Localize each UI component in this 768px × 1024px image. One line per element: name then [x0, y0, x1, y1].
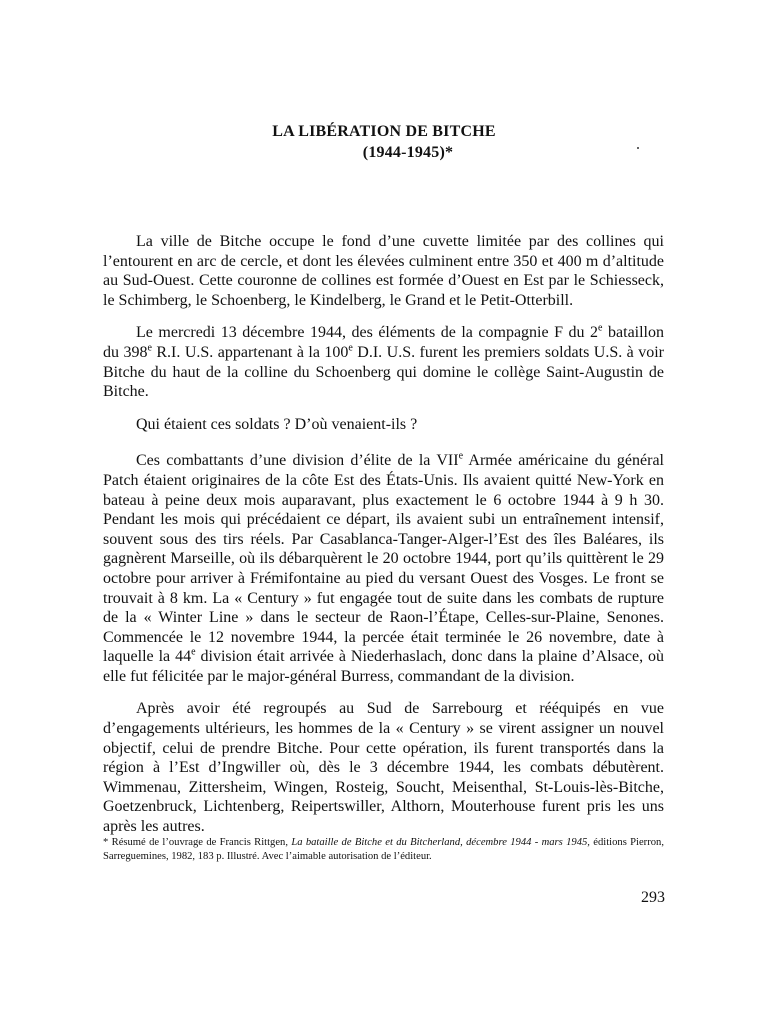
page-number: 293 — [641, 889, 665, 906]
paragraph-2: Le mercredi 13 décembre 1944, des éléments de la compagnie F du 2e bataillon du 398e R.I. U.S. appartenant à la 100e D.I. U.S. furent les premiers soldats U.S. à voir Bitche du haut de la colline du Schoenberg qui domine le collège Saint-Augustin de Bitche. — [103, 323, 665, 401]
paragraph-5: Après avoir été regroupés au Sud de Sarrebourg et rééquipés en vue d’engagements ultérieurs, les hommes de la « Century » se virent assigner un nouvel objectif, celui de prendre Bitche. Pour cette opération, ils furent transportés dans la région à l’Est d’Ingwiller où, dès le 3 décembre 1944, les combats débutèrent. Wimmenau, Zittersheim, Wingen, Rosteig, Soucht, Meisenthal, St-Louis-lès-Bitche, Goetzenbruck, Lichtenberg, Reipertswiller, Althorn, Mouterhouse furent pris les uns après les autres. — [103, 700, 664, 836]
print-speck — [637, 147, 639, 149]
paragraph-3: Qui étaient ces soldats ? D’où venaient-ils ? — [136, 415, 418, 433]
paragraph-4: Ces combattants d’une division d’élite de la VIIe Armée américaine du général Patch étaient originaires de la côte Est des États-Unis. Ils avaient quitté New-York en bateau à peine deux mois auparavant, plus exactement le 6 octobre 1944 à 9 h 30. Pendant les mois qui précédaient ce départ, ils avaient subi un entraînement intensif, souvent sous des tirs réels. Par Casablanca-Tanger-Alger-l’Est des îles Baléares, ils gagnèrent Marseille, où ils débarquèrent le 20 octobre 1944, port qu’ils quittèrent le 29 octobre pour arriver à Frémifontaine au pied du versant Ouest des Vosges. Le front se trouvait à 8 km. La « Century » fut engagée tout de suite dans les combats de rupture de la « Winter Line » dans le secteur de Raon-l’Étape, Celles-sur-Plaine, Senones. Commencée le 12 novembre 1944, la percée était terminée le 26 novembre, date à laquelle la 44e division était arrivée à Niederhaslach, donc dans la plaine d’Alsace, où elle fut félicitée par le major-général Burress, commandant de la division. — [103, 451, 665, 685]
paragraph-1: La ville de Bitche occupe le fond d’une cuvette limitée par des collines qui l’entourent en arc de cercle, et dont les élevées culminent entre 350 et 400 m d’altitude au Sud-Ouest. Cette couronne de collines est formée d’Ouest en Est par le Schiesseck, le Schimberg, le Schoenberg, le Kindelberg, le Grand et le Petit-Otterbill. — [103, 233, 664, 309]
article-title — [0, 121, 768, 163]
footnote: * Résumé de l’ouvrage de Francis Rittgen, La bataille de Bitche et du Bitcherland, décembre 1944 - mars 1945, éditions Pierron, Sarreguemines, 1982, 183 p. Illustré. Avec l’aimable autorisation de l’éditeur. — [103, 837, 664, 862]
title-line-2: (1944-1945)* — [362, 144, 454, 161]
title-line-1: LA LIBÉRATION DE BITCHE — [272, 123, 496, 140]
article-body — [103, 232, 664, 850]
